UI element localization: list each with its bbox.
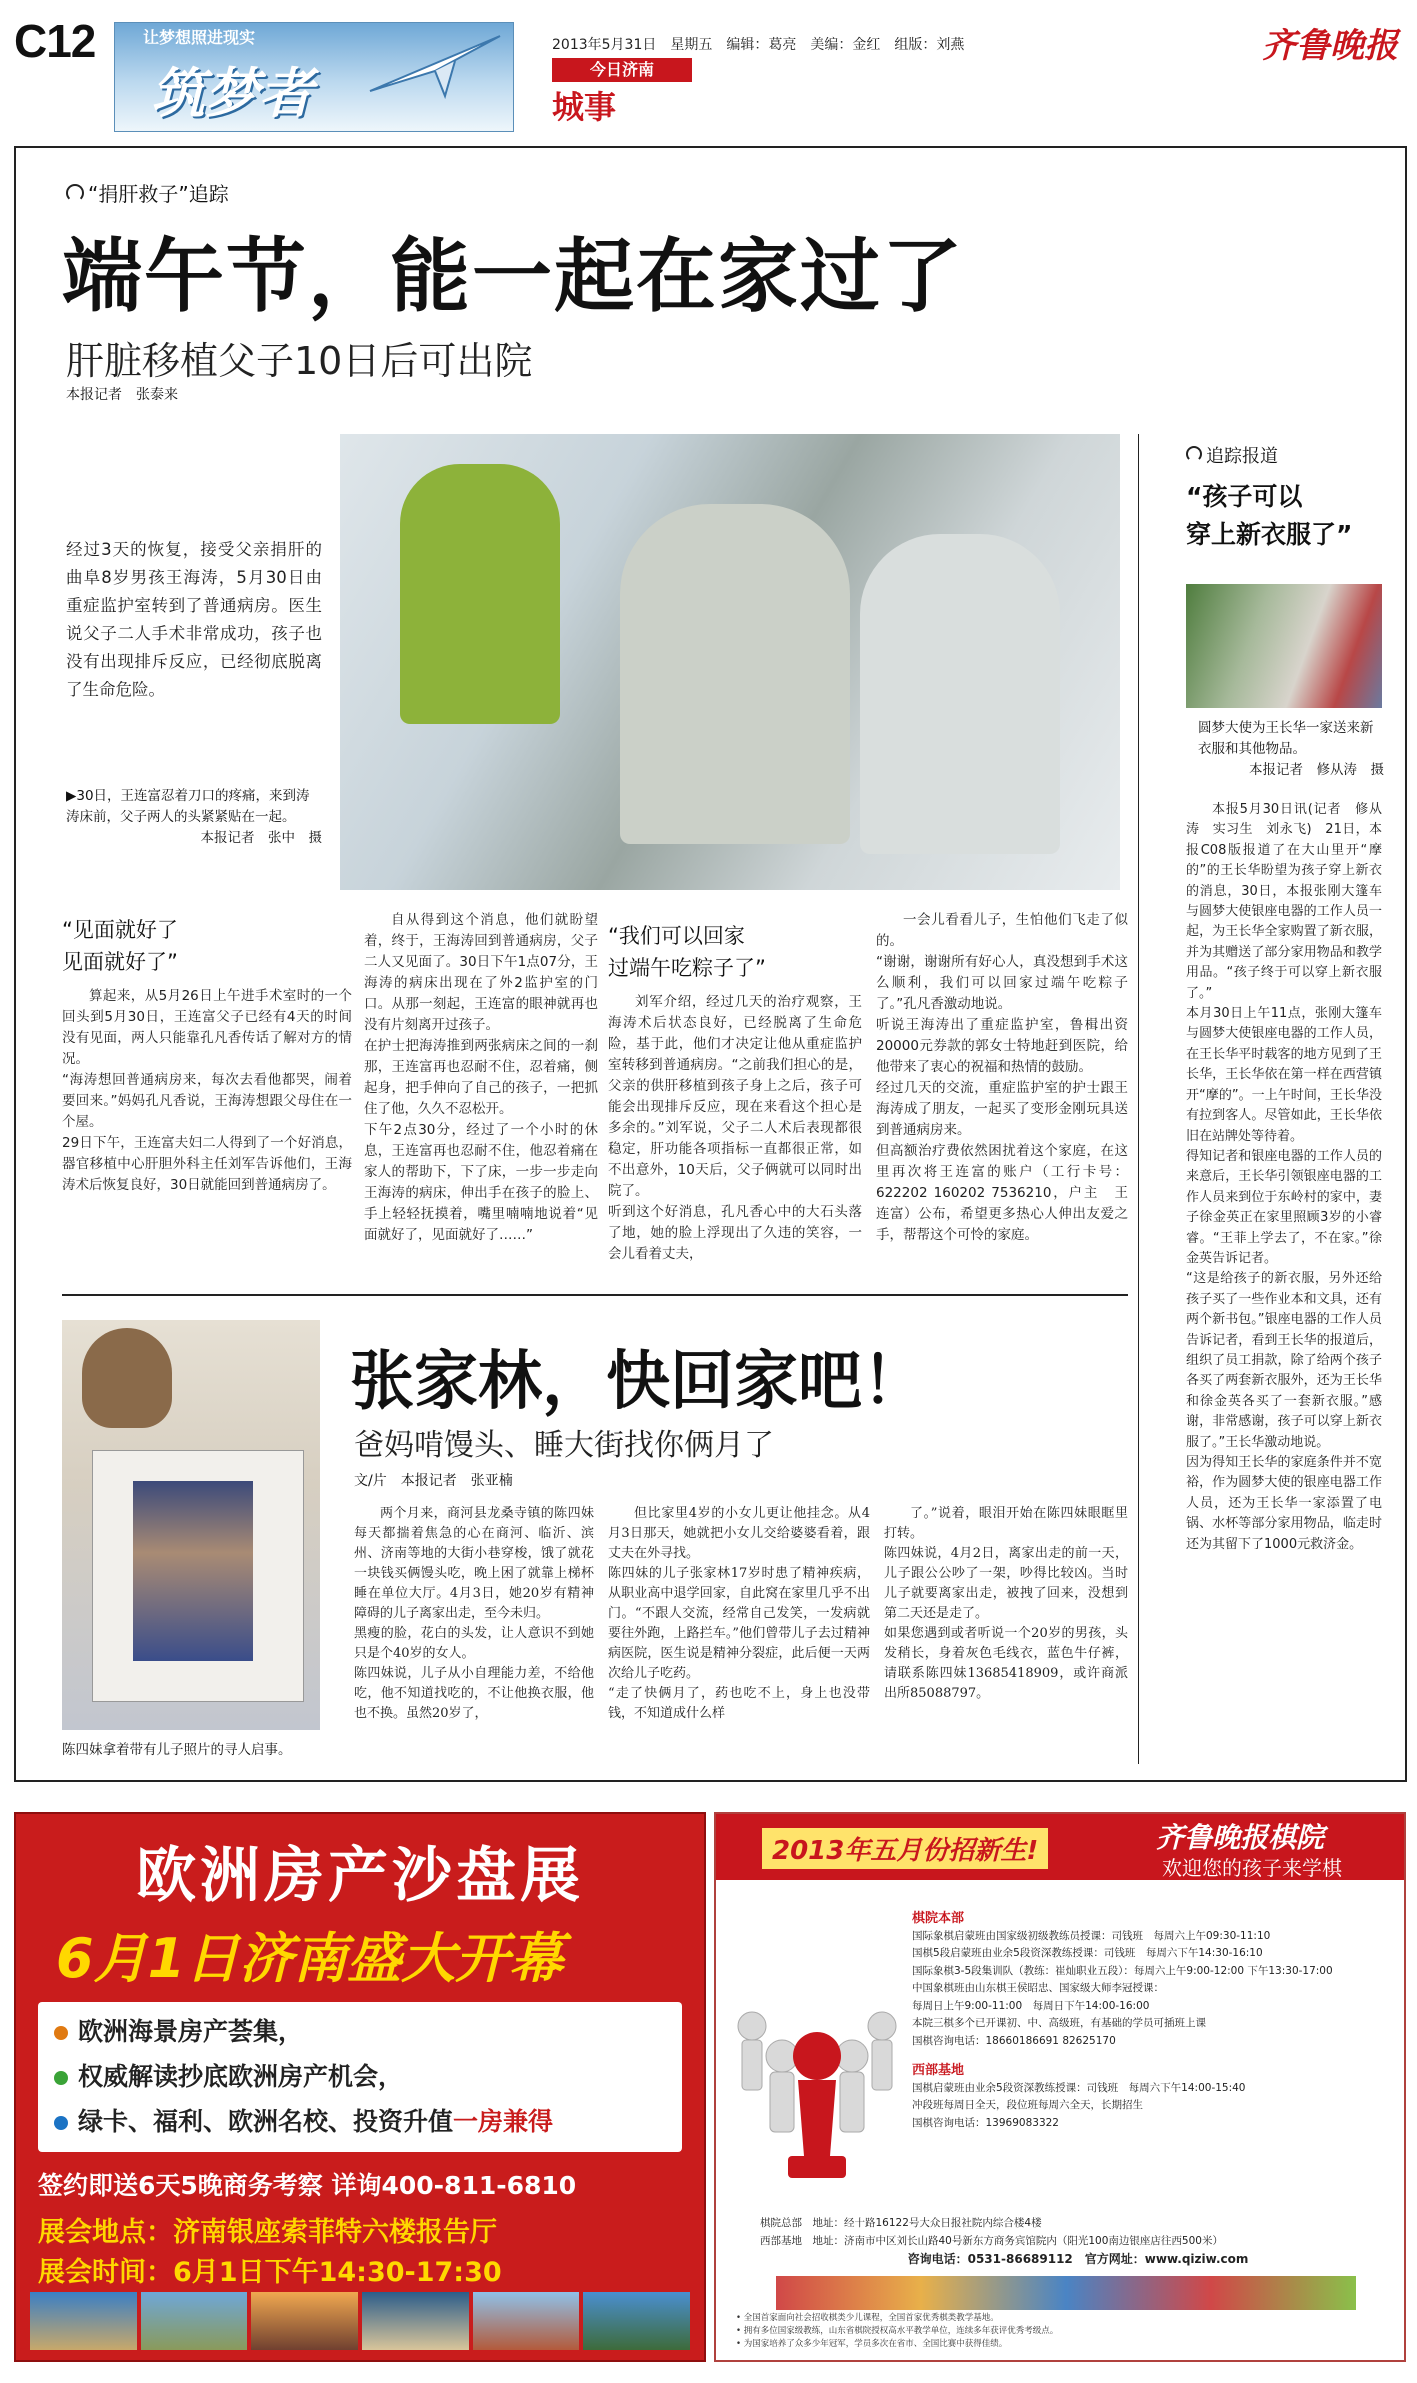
ad-left-bullet-1-text: 欧洲海景房产荟集， — [78, 2017, 304, 2046]
ad-left-photo-strip — [30, 2292, 690, 2350]
story1-photo — [340, 434, 1120, 890]
ad-left-bullet-3-text: 绿卡、福利、欧洲名校、投资升值 — [78, 2107, 454, 2136]
ad-photo-5 — [473, 2292, 580, 2350]
story1-sub2: “我们可以回家 过端午吃粽子了” — [608, 924, 766, 980]
sidebar-kicker — [1186, 442, 1278, 468]
story2-col1: 两个月来，商河县龙桑寺镇的陈四妹每天都揣着焦急的心在商河、临沂、滨州、济南等地的大街小巷穿梭，饿了就花一块钱买俩馒头吃，晚上困了就靠上梯杯睡在单位大厅。4月3日，她20岁有精神障碍的儿子离家出走，至今未归。 黑瘦的脸，花白的头发，让人意识不到她只是个40岁的女人。 陈四妹说，儿子从小自理能力差，不给他吃，他不知道找吃的，不让他换衣服，他也不换。虽然20岁了， — [354, 1506, 594, 1721]
story1-lead: 经过3天的恢复，接受父亲捐肝的曲阜8岁男孩王海涛，5月30日由重症监护室转到了普通病房。医生说父子二人手术非常成功，孩子也没有出现排斥反应，已经彻底脱离了生命危险。 — [66, 540, 322, 699]
ad-right-hq-line-3: 国际象棋3-5段集训队（教练：崔灿职业五段）：每周六上午9:00-12:00 下午13:30-17:00 — [912, 1964, 1333, 1977]
story1-byline: 本报记者 张泰来 — [66, 387, 178, 403]
story1-caption — [66, 786, 322, 849]
story2-caption: 陈四妹拿着带有儿子照片的寻人启事。 — [62, 1742, 292, 1758]
ad-left-venue: 展会地点：济南银座索菲特六楼报告厅 — [38, 2217, 497, 2248]
ad-europe-property[interactable] — [14, 1812, 706, 2362]
ad-left-bullets-box — [38, 2002, 682, 2152]
banner — [114, 22, 514, 132]
story1-subhead: 肝脏移植父子10日后可出院 — [66, 339, 533, 383]
ad-right-west-label: 西部基地 — [912, 2063, 965, 2078]
masthead-logo: 齐鲁晚报 — [1262, 26, 1398, 66]
ad-photo-1 — [30, 2292, 137, 2350]
ad-right-hq-line-5: 每周日上午9:00-11:00 每周日下午14:00-16:00 — [912, 1999, 1150, 2012]
ad-left-date: 6月1日济南盛大开幕 — [56, 1927, 564, 1990]
sidebar-photo — [1186, 584, 1382, 708]
ad-right-header — [716, 1814, 1404, 1880]
story1-col2: 自从得到这个消息，他们就盼望着，终于，王海涛回到普通病房，父子二人又见面了。30日下午1点07分，王海涛的病床出现在了外2监护室的门口。从那一刻起，王连富的眼神就再也没有片刻离开过孩子。 在护士把海涛推到两张病床之间的一刹那，王连富再也忍耐不住，忍着痛，侧起身，把手伸向了自己的孩子，一把抓住了他，久久不忍松开。 下午2点30分，经过了一个小时的休息，王连富再也忍耐不住，他忍着痛在家人的帮助下，下了床，一步一步走向王海涛的病床，伸出手在孩子的脸上、手上轻轻抚摸着，嘴里喃喃地说着“见面就好了，见面就好了……” — [364, 912, 598, 1243]
ad-right-west-line-1: 国棋启蒙班由业余5段资深教练授课：司钱班 每周六下午14:00-15:40 — [912, 2081, 1246, 2094]
sidebar-caption-credit: 本报记者 修从涛 摄 — [1249, 762, 1384, 778]
chess-pieces-graphic — [722, 1906, 912, 2206]
photo-mother-face — [82, 1328, 172, 1428]
bullet-dot-icon — [54, 2071, 68, 2085]
ad-left-bullet-2-text: 权威解读抄底欧洲房产机会， — [78, 2062, 404, 2091]
ad-right-footer — [736, 2312, 1386, 2351]
ad-left-title: 欧洲房产沙盘展 — [136, 1841, 584, 1911]
section-tag: 今日济南 — [552, 58, 692, 82]
photo-figure-boy — [860, 534, 1060, 854]
story2-byline: 文/片 本报记者 张亚楠 — [354, 1473, 513, 1489]
ad-right-hq-line-7: 国棋咨询电话：18660186691 82625170 — [912, 2034, 1116, 2047]
sidebar-headline: “孩子可以 穿上新衣服了” — [1186, 482, 1353, 549]
chess-pawn-icon — [722, 1906, 912, 2206]
page-header — [0, 0, 1417, 126]
story1-caption-text: ▶30日，王连富忍着刀口的疼痛，来到涛涛床前，父子两人的头紧紧贴在一起。 — [66, 788, 310, 825]
ad-right-footer-1: • 全国首家面向社会招收棋类少儿课程，全国首家优秀棋类教学基地。 — [736, 2313, 999, 2323]
photo-figure-father — [620, 504, 850, 844]
ad-right-addr-2: 西部基地 地址：济南市中区刘长山路40号新东方商务宾馆院内（阳光100南边银座店往西500米） — [760, 2235, 1223, 2247]
ad-right-kids-photo — [776, 2276, 1356, 2310]
ad-right-phone: 咨询电话：0531-86689112 官方网址：www.qiziw.com — [907, 2252, 1249, 2266]
ad-left-time: 展会时间：6月1日下午14:30-17:30 — [38, 2257, 502, 2288]
ad-right-footer-2: • 拥有多位国家级教练，山东省棋院授权高水平教学单位，连续多年获评优秀考级点。 — [736, 2326, 1059, 2336]
kicker-marker-icon — [66, 184, 84, 202]
ad-photo-6 — [583, 2292, 690, 2350]
page-number: C12 — [14, 15, 96, 67]
banner-slogan: 让梦想照进现实 — [143, 28, 256, 47]
ad-left-bullet-1 — [54, 2012, 303, 2048]
photo-figure-mother — [400, 464, 560, 724]
sidebar-divider — [1138, 434, 1139, 1764]
story1-kicker-text: “捐肝救子”追踪 — [88, 182, 229, 206]
ad-right-west-line-2: 冲段班每周日全天，段位班每周六全天，长期招生 — [912, 2099, 1143, 2111]
photo-poster — [92, 1450, 304, 1702]
sidebar-body: 本报5月30日讯(记者 修从涛 实习生 刘永飞) 21日，本报C08版报道了在大山里开“摩的”的王长华盼望为孩子穿上新衣的消息，30日，本报张刚大篷车与圆梦大使银座电器的工作人员一起，为王长华全家购置了新衣服，并为其赠送了部分家用物品和教学用品。“孩子终于可以穿上新衣服了。” 本月30日上午11点，张刚大篷车与圆梦大使银座电器的工作人员，在王长华平时载客的地方见到了王长华，王长华依在第一样在西营镇开“摩的”。一上午时间，王长华没有拉到客人。尽管如此，王长华依旧在站牌处等待着。 得知记者和银座电器的工作人员的来意后，王长华引领银座电器的工作人员来到位于东岭村的家中，妻子徐金英正在家里照顾3岁的小睿睿。“王菲上学去了，不在家。”徐金英告诉记者。 “这是给孩子的新衣服，另外还给孩子买了一些作业本和文具，还有两个新书包。”银座电器的工作人员告诉记者，看到王长华的报道后，组织了员工捐款，除了给两个孩子各买了两套新衣服外，还为王长华和徐金英各买了一套新衣服。”感谢，非常感谢，孩子可以穿上新衣服了。”王长华激动地说。 因为得知王长华的家庭条件并不宽裕，作为圆梦大使的银座电器工作人员，还为王长华一家添置了电锅、水杯等部分家用物品，临走时还为其留下了1000元救济金。 — [1186, 802, 1382, 1552]
ad-right-footer-3: • 为国家培养了众多少年冠军，学员多次在省市、全国比赛中获得佳绩。 — [736, 2339, 1008, 2349]
ad-left-promo: 签约即送6天5晚商务考察 详询400-811-6810 — [38, 2171, 577, 2200]
ad-left-bullet-2 — [54, 2057, 403, 2093]
bullet-dot-icon — [54, 2026, 68, 2040]
ad-right-hq-label: 棋院本部 — [912, 1911, 965, 1926]
sidebar-caption-text: 圆梦大使为王长华一家送来新衣服和其他物品。 — [1198, 720, 1374, 757]
story-divider — [62, 1294, 1128, 1296]
story1-caption-credit: 本报记者 张中 摄 — [200, 830, 322, 846]
story1-col1: 算起来，从5月26日上午进手术室时的一个回头到5月30日，王连富父子已经有4天的时间没有见面，两人只能靠孔凡香传话了解对方的情况。 “海涛想回普通病房来，每次去看他都哭，闹着要回来。”妈妈孔凡香说，王海涛想跟父母住在一个屋。 29日下午，王连富夫妇二人得到了一个好消息，器官移植中心肝胆外科主任刘军告诉他们，王海涛术后恢复良好，30日就能回到普通病房了。 — [62, 988, 352, 1193]
sidebar-kicker-text: 追踪报道 — [1206, 446, 1278, 467]
ad-right-hq-line-6: 本院三棋多个已开课初、中、高级班，有基础的学员可插班上课 — [912, 2017, 1206, 2029]
ad-right-banner: 2013年五月份招新生! — [762, 1828, 1048, 1869]
ad-photo-2 — [141, 2292, 248, 2350]
ad-chess-school[interactable] — [714, 1812, 1406, 2362]
ad-right-west-line-3: 国棋咨询电话：13969083322 — [912, 2116, 1059, 2129]
story1-headline: 端午节，能一起在家过了 — [62, 230, 964, 323]
ad-right-addr-1: 棋院总部 地址：经十路16122号大众日报社院内综合楼4楼 — [760, 2217, 1042, 2229]
sidebar-caption — [1198, 718, 1384, 781]
date-info: 2013年5月31日 星期五 编辑：葛亮 美编：金红 组版：刘燕 — [552, 37, 965, 53]
story1-col3: 刘军介绍，经过几天的治疗观察，王海涛术后状态良好，已经脱离了生命危险，基于此，他们才决定让他从重症监护室转移到普通病房。“之前我们担心的是，父亲的供肝移植到孩子身上之后，孩子可能会出现排斥反应，现在来看这个担心是多余的。”刘军说，父子二人术后表现都很稳定，肝功能各项指标一直都很正常，如不出意外，10天后，父子俩就可以同时出院了。 听到这个好消息，孔凡香心中的大石头落了地，她的脸上浮现出了久违的笑容，一会儿看着丈夫， — [608, 994, 862, 1262]
ad-left-bullet-3 — [54, 2102, 553, 2138]
section-name: 城事 — [552, 88, 617, 126]
ad-right-brand: 齐鲁晚报棋院 — [1156, 1821, 1325, 1854]
ad-right-welcome: 欢迎您的孩子来学棋 — [1162, 1856, 1342, 1880]
ad-photo-3 — [251, 2292, 358, 2350]
story2-subhead: 爸妈啃馒头、睡大街找你俩月了 — [354, 1428, 774, 1463]
story1-sub1: “见面就好了 见面就好了” — [62, 918, 178, 974]
ad-right-hq-line-4: 中国象棋班由山东棋王侯昭忠、国家级大师李冠授课： — [912, 1982, 1164, 1994]
story2-headline: 张家林，快回家吧！ — [350, 1345, 926, 1419]
paper-plane-icon — [365, 31, 505, 101]
story2-photo — [62, 1320, 320, 1730]
story1-col4: 一会儿看看儿子，生怕他们飞走了似的。 “谢谢，谢谢所有好心人，真没想到手术这么顺利，我们可以回家过端午吃粽子了。”孔凡香激动地说。 听说王海涛出了重症监护室，鲁楫出资20000元券款的郭女士特地赶到医院，给他带来了衷心的祝福和热情的鼓励。 经过几天的交流，重症监护室的护士跟王海涛成了朋友，一起买了变形金刚玩具送到普通病房来。 但高额治疗费依然困扰着这个家庭，在这里再次将王连富的账户（工行卡号：622202 160202 7536210，户主 王连富）公布，希望更多热心人伸出友爱之手，帮帮这个可怜的家庭。 — [876, 912, 1128, 1243]
ad-right-hq-line-1: 国际象棋启蒙班由国家级初级教练员授课：司钱班 每周六上午09:30-11:10 — [912, 1929, 1271, 1942]
ad-photo-4 — [362, 2292, 469, 2350]
ad-right-hq — [912, 1910, 1396, 2132]
ad-right-address — [760, 2214, 1396, 2268]
photo-son-portrait — [133, 1481, 253, 1661]
kicker-marker-icon — [1186, 446, 1202, 462]
bullet-dot-icon — [54, 2116, 68, 2130]
story2-col3: 了。”说着，眼泪开始在陈四妹眼眶里打转。 陈四妹说，4月2日，离家出走的前一天，儿子跟公公吵了一架，吵得比较凶。当时儿子就要离家出走，被拽了回来，没想到第二天还是走了。 如果您遇到或者听说一个20岁的男孩，头发稍长，身着灰色毛线衣，蓝色牛仔裤，请联系陈四妹13685418909，或许商派出所85088797。 — [884, 1506, 1128, 1701]
ad-right-hq-line-2: 国棋5段启蒙班由业余5段资深教练授课：司钱班 每周六下午14:30-16:10 — [912, 1947, 1263, 1959]
story1-kicker — [66, 178, 229, 207]
story2-col2: 但比家里4岁的小女儿更让他挂念。从4月3日那天，她就把小女儿交给婆婆看着，跟丈夫在外寻找。 陈四妹的儿子张家林17岁时患了精神疾病，从职业高中退学回家，自此窝在家里几乎不出门。“不跟人交流，经常自己发笑，一发病就要往外跑，上路拦车。”他们曾带儿子去过精神病医院，医生说是精神分裂症，此后便一天两次给儿子吃药。 “走了快俩月了，药也吃不上，身上也没带钱，不知道成什么样 — [608, 1506, 870, 1721]
banner-title: 筑梦者 — [151, 61, 313, 125]
ad-left-tag: 一房兼得 — [453, 2107, 554, 2136]
